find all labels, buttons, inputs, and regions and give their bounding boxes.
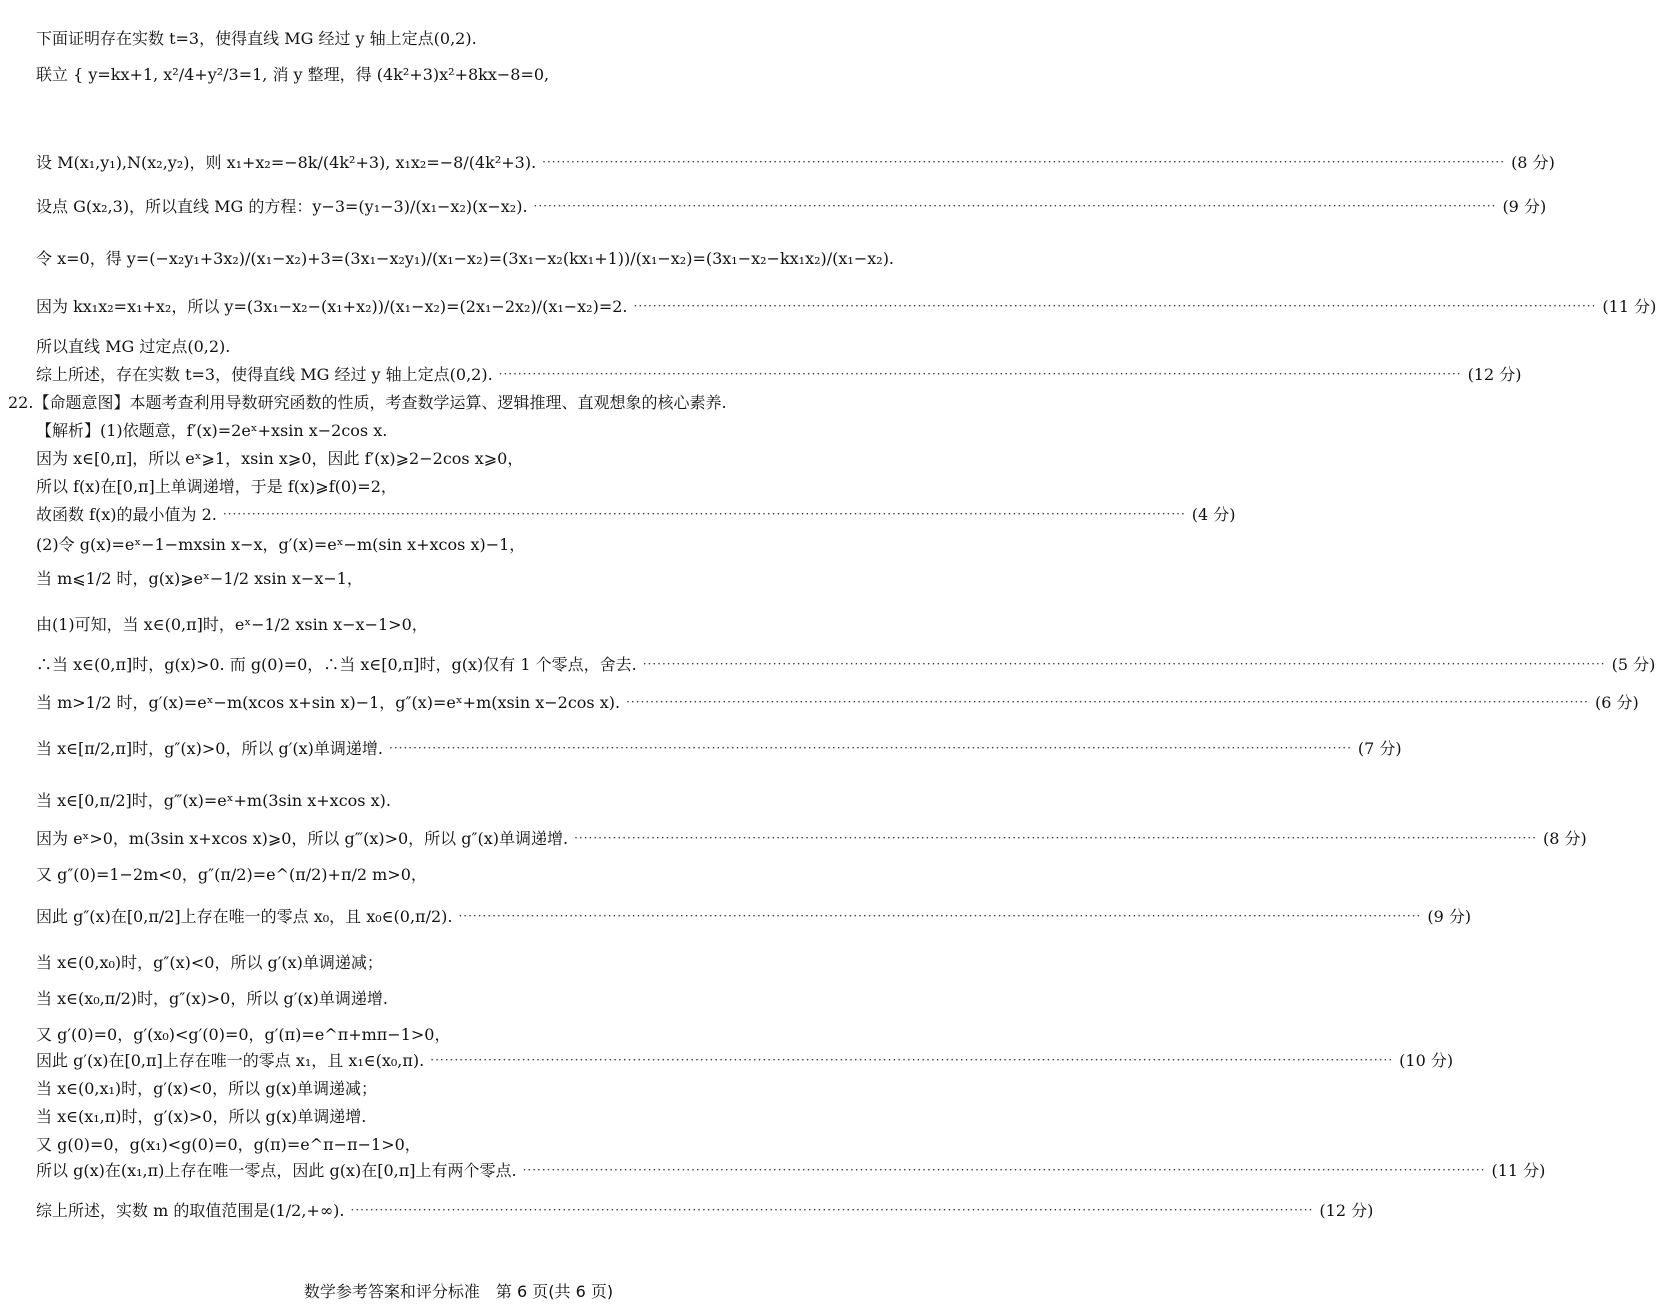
line-text: 因此 g′(x)在[0,π]上存在唯一的零点 x₁，且 x₁∈(x₀,π).: [36, 1051, 425, 1070]
score-label: (10 分): [1399, 1051, 1454, 1070]
line-text: 由(1)可知，当 x∈(0,π]时，eˣ−1/2 xsin x−x−1>0，: [36, 615, 428, 634]
text-line: [36, 1158, 1546, 1181]
line-text: 当 m⩽1/2 时，g(x)⩾eˣ−1/2 xsin x−x−1，: [36, 569, 363, 588]
line-text: 所以 g(x)在(x₁,π)上存在唯一零点，因此 g(x)在[0,π]上有两个零点.: [36, 1161, 517, 1180]
score-label: (5 分): [1611, 655, 1656, 674]
score-label: (8 分): [1542, 829, 1587, 848]
line-text: 当 x∈(x₁,π)时，g′(x)>0，所以 g(x)单调递增.: [36, 1107, 367, 1126]
text-line: [36, 566, 881, 589]
text-line: [36, 950, 881, 973]
line-text: 综上所述，存在实数 t=3，使得直线 MG 经过 y 轴上定点(0,2).: [36, 365, 493, 384]
line-text: 联立 { y=kx+1, x²/4+y²/3=1, 消 y 整理，得 (4k²+3)x²+8kx−8=0,: [36, 65, 550, 84]
line-text: 【解析】(1)依题意，f′(x)=2eˣ+xsin x−2cos x.: [36, 421, 388, 440]
line-text: 又 g′(0)=0，g′(x₀)<g′(0)=0，g′(π)=e^π+mπ−1>0，: [36, 1025, 451, 1044]
text-line: [36, 1198, 1374, 1221]
text-line: [36, 690, 1639, 713]
text-line: [36, 1132, 881, 1155]
score-label: (8 分): [1511, 153, 1555, 172]
text-line: [36, 150, 1555, 173]
line-text: 又 g″(0)=1−2m<0，g″(π/2)=e^(π/2)+π/2 m>0，: [36, 865, 427, 884]
line-text: 当 x∈(0,x₀)时，g″(x)<0，所以 g′(x)单调递减；: [36, 953, 383, 972]
dot-leader: ········································································································································································································: [542, 154, 1506, 169]
line-text: 因为 kx₁x₂=x₁+x₂，所以 y=(3x₁−x₂−(x₁+x₂))/(x₁−x₂)=(2x₁−2x₂)/(x₁−x₂)=2.: [36, 297, 628, 316]
text-line: [36, 334, 881, 357]
text-line: [36, 194, 1547, 217]
text-line: [36, 246, 895, 269]
text-line: [36, 1022, 881, 1045]
text-line: [8, 390, 881, 413]
score-label: (9 分): [1502, 197, 1547, 216]
text-line: [36, 612, 881, 635]
line-text: (2)令 g(x)=eˣ−1−mxsin x−x，g′(x)=eˣ−m(sin x+xcos x)−1，: [36, 535, 526, 554]
text-line: [36, 446, 881, 469]
dot-leader: ········································································································································································································: [222, 506, 1186, 521]
text-line: [36, 986, 881, 1009]
dot-leader: ········································································································································································································: [574, 830, 1537, 845]
text-line: [36, 62, 881, 85]
text-line: [36, 26, 881, 49]
score-label: (4 分): [1191, 505, 1236, 524]
line-text: 综上所述，实数 m 的取值范围是(1/2,+∞).: [36, 1201, 345, 1220]
dot-leader: ········································································································································································································: [389, 740, 1352, 755]
line-text: 当 x∈[0,π/2]时，g‴(x)=eˣ+m(3sin x+xcos x).: [36, 791, 391, 810]
line-text: 当 m>1/2 时，g′(x)=eˣ−m(xcos x+sin x)−1，g″(x)=eˣ+m(xsin x−2cos x).: [36, 693, 621, 712]
text-line: [36, 502, 1236, 525]
text-line: [36, 1104, 881, 1127]
text-line: [36, 826, 1587, 849]
line-text: 当 x∈(0,x₁)时，g′(x)<0，所以 g(x)单调递减；: [36, 1079, 377, 1098]
score-label: (12 分): [1319, 1201, 1374, 1220]
text-line: [36, 1076, 881, 1099]
text-line: [36, 736, 1402, 759]
text-line: [36, 904, 1472, 927]
line-text: ∴当 x∈(0,π]时，g(x)>0. 而 g(0)=0，∴当 x∈[0,π]时，g(x)仅有 1 个零点，舍去.: [36, 655, 637, 674]
line-text: 因此 g″(x)在[0,π/2]上存在唯一的零点 x₀，且 x₀∈(0,π/2).: [36, 907, 453, 926]
dot-leader: ········································································································································································································: [633, 298, 1597, 313]
score-label: (6 分): [1594, 693, 1639, 712]
line-text: 当 x∈(x₀,π/2)时，g″(x)>0，所以 g′(x)单调递增.: [36, 989, 388, 1008]
text-line: [36, 1048, 1454, 1071]
line-text: 因为 eˣ>0，m(3sin x+xcos x)⩾0，所以 g‴(x)>0，所以 g″(x)单调递增.: [36, 829, 569, 848]
line-text: 下面证明存在实数 t=3，使得直线 MG 经过 y 轴上定点(0,2).: [36, 29, 477, 48]
line-text: 22.【命题意图】本题考查利用导数研究函数的性质，考查数学运算、逻辑推理、直观想象的核心素养.: [8, 393, 727, 412]
dot-leader: ········································································································································································································: [350, 1202, 1314, 1217]
dot-leader: ········································································································································································································: [458, 908, 1422, 923]
score-label: (12 分): [1467, 365, 1522, 384]
line-text: 因为 x∈[0,π]，所以 eˣ⩾1，xsin x⩾0，因此 f′(x)⩾2−2cos x⩾0，: [36, 449, 524, 468]
page-footer: 数学参考答案和评分标准 第 6 页(共 6 页): [303, 1282, 614, 1301]
text-line: [36, 788, 881, 811]
text-line: [36, 474, 881, 497]
score-label: (9 分): [1427, 907, 1472, 926]
text-line: [36, 362, 1522, 385]
text-line: [36, 418, 881, 441]
dot-leader: ········································································································································································································: [642, 656, 1606, 671]
dot-leader: ········································································································································································································: [522, 1162, 1486, 1177]
dot-leader: ········································································································································································································: [498, 366, 1462, 381]
line-text: 令 x=0，得 y=(−x₂y₁+3x₂)/(x₁−x₂)+3=(3x₁−x₂y₁)/(x₁−x₂)=(3x₁−x₂(kx₁+1))/(x₁−x₂)=(3x₁−x₂−kx₁x₂)/(x₁−x₂).: [36, 249, 895, 268]
line-text: 又 g(0)=0，g(x₁)<g(0)=0，g(π)=e^π−π−1>0，: [36, 1135, 421, 1154]
score-label: (11 分): [1491, 1161, 1546, 1180]
dot-leader: ········································································································································································································: [430, 1052, 1394, 1067]
text-line: [36, 294, 1656, 317]
score-label: (11 分): [1602, 297, 1656, 316]
line-text: 当 x∈[π/2,π]时，g″(x)>0，所以 g′(x)单调递增.: [36, 739, 383, 758]
dot-leader: ········································································································································································································: [626, 694, 1589, 709]
score-label: (7 分): [1357, 739, 1402, 758]
text-line: [36, 532, 881, 555]
text-line: [36, 862, 881, 885]
text-line: [36, 652, 1656, 675]
line-text: 设 M(x₁,y₁),N(x₂,y₂)，则 x₁+x₂=−8k/(4k²+3), x₁x₂=−8/(4k²+3).: [36, 153, 537, 172]
line-text: 所以直线 MG 过定点(0,2).: [36, 337, 231, 356]
dot-leader: ········································································································································································································: [533, 198, 1497, 213]
line-text: 所以 f(x)在[0,π]上单调递增，于是 f(x)⩾f(0)=2，: [36, 477, 397, 496]
line-text: 故函数 f(x)的最小值为 2.: [36, 505, 217, 524]
line-text: 设点 G(x₂,3)，所以直线 MG 的方程：y−3=(y₁−3)/(x₁−x₂)(x−x₂).: [36, 197, 528, 216]
